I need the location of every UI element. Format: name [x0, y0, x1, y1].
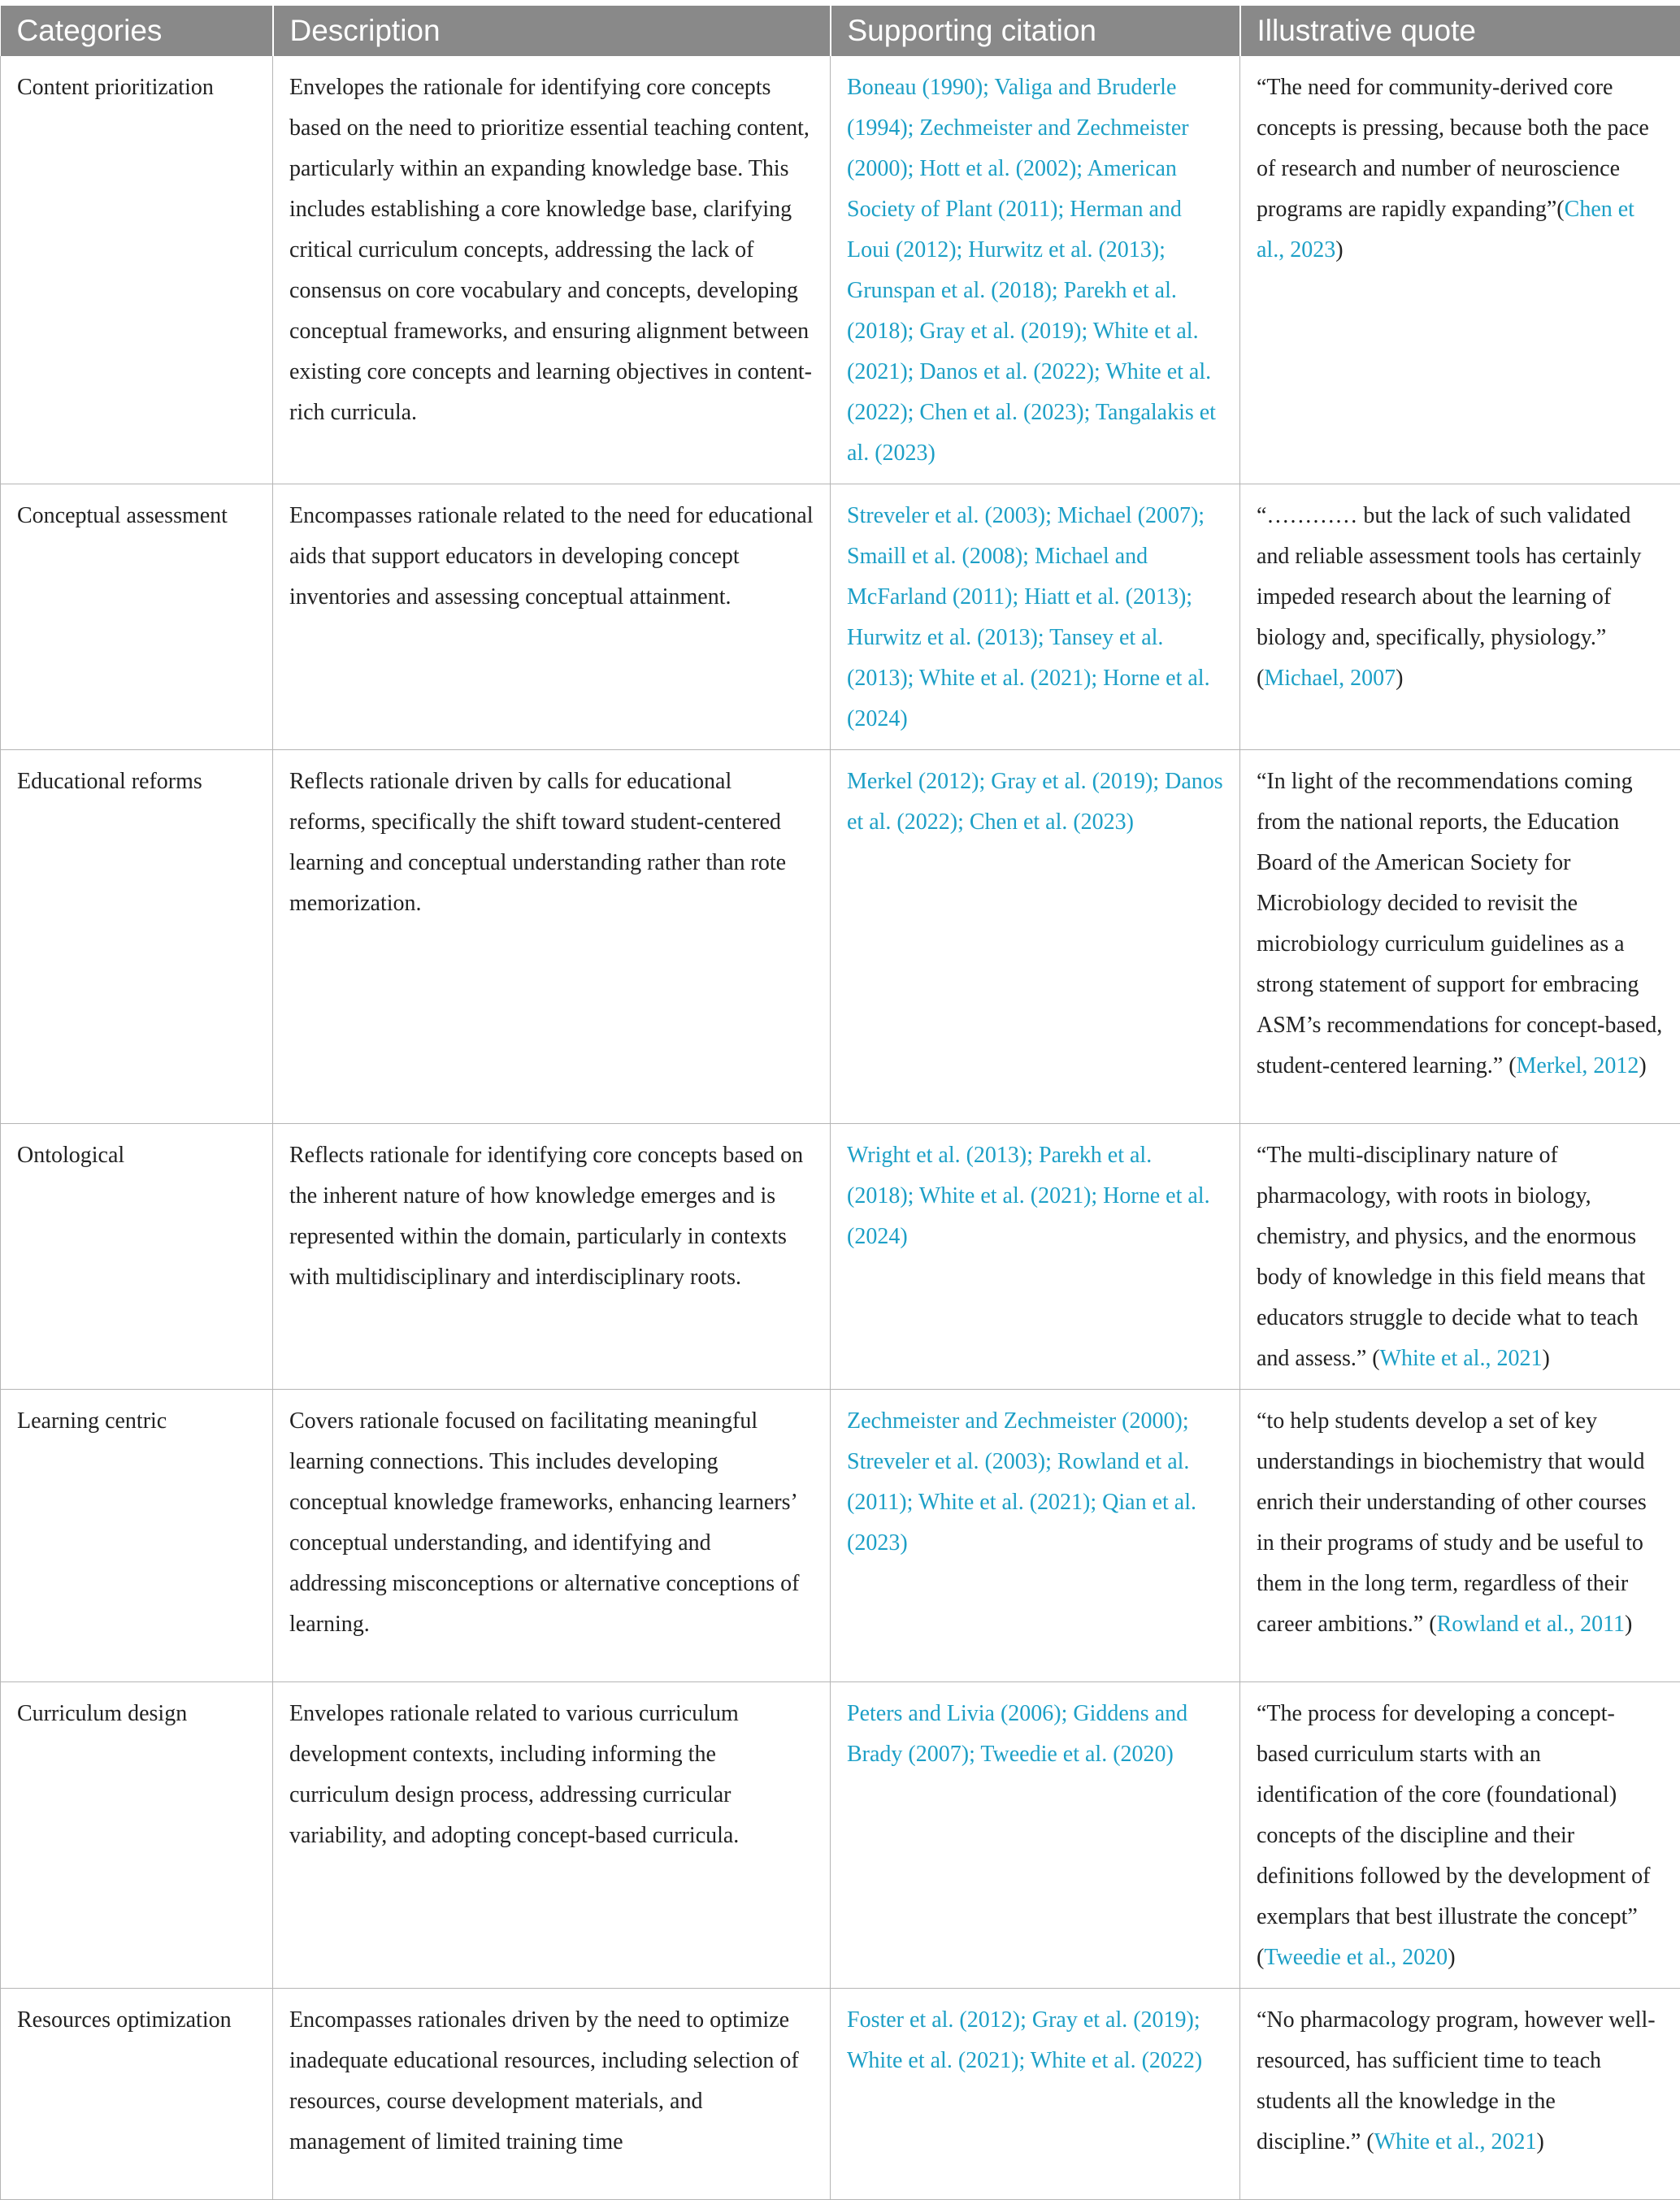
table-row: [1, 750, 1680, 1124]
quote-cell: [1240, 1390, 1680, 1682]
quote-text: “………… but the lack of such validated and reliable assessment tools has certainly impeded research about the learning of biology and, specifically, physiology.” (: [1257, 503, 1642, 691]
quote-text: “The multi-disciplinary nature of pharmacology, with roots in biology, chemistry, and physics, and the enormous body of knowledge in this field means that educators struggle to decide what to teach and assess.” (: [1257, 1143, 1645, 1371]
table-row: [1, 1390, 1680, 1682]
quote-reference-link[interactable]: Tweedie et al., 2020: [1264, 1945, 1448, 1970]
citation-cell[interactable]: Streveler et al. (2003); Michael (2007); Smaill et al. (2008); Michael and McFarland (2011); Hiatt et al. (2013); Hurwitz et al. (2013); Tansey et al. (2013); White et al. (2021); Horne et al. (2024): [831, 484, 1240, 750]
quote-close: ): [1335, 237, 1343, 263]
header-categories: Categories: [1, 6, 273, 56]
quote-close: ): [1625, 1612, 1632, 1637]
quote-cell: [1240, 750, 1680, 1124]
description-cell: Encompasses rationales driven by the need to optimize inadequate educational resources, including selection of resources, course development materials, and management of limited training time: [273, 1989, 831, 2200]
quote-text: “The process for developing a concept-based curriculum starts with an identification of the core (foundational) concepts of the discipline and their definitions followed by the development of exemplars that best illustrate the concept” (: [1257, 1701, 1650, 1970]
table-row: [1, 1682, 1680, 1989]
quote-cell: [1240, 1989, 1680, 2200]
description-cell: Reflects rationale for identifying core concepts based on the inherent nature of how knowledge emerges and is represented within the domain, particularly in contexts with multidisciplinary and interdisciplinary roots.: [273, 1124, 831, 1390]
category-cell: Conceptual assessment: [1, 484, 273, 750]
quote-reference-link[interactable]: Rowland et al., 2011: [1437, 1612, 1625, 1637]
category-cell: Learning centric: [1, 1390, 273, 1682]
description-cell: Encompasses rationale related to the need for educational aids that support educators in developing concept inventories and assessing conceptual attainment.: [273, 484, 831, 750]
citation-cell[interactable]: Boneau (1990); Valiga and Bruderle (1994); Zechmeister and Zechmeister (2000); Hott et al. (2002); American Society of Plant (2011); Herman and Loui (2012); Hurwitz et al. (2013); Grunspan et al. (2018); Parekh et al. (2018); Gray et al. (2019); White et al. (2021); Danos et al. (2022); White et al. (2022); Chen et al. (2023); Tangalakis et al. (2023): [831, 56, 1240, 484]
citation-cell[interactable]: Zechmeister and Zechmeister (2000); Streveler et al. (2003); Rowland et al. (2011); White et al. (2021); Qian et al. (2023): [831, 1390, 1240, 1682]
description-cell: Reflects rationale driven by calls for educational reforms, specifically the shift toward student-centered learning and conceptual understanding rather than rote memorization.: [273, 750, 831, 1124]
quote-cell: [1240, 1682, 1680, 1989]
category-cell: Content prioritization: [1, 56, 273, 484]
quote-text: “In light of the recommendations coming from the national reports, the Education Board of the American Society for Microbiology decided to revisit the microbiology curriculum guidelines as a strong statement of support for embracing ASM’s recommendations for concept-based, student-centered learning.” (: [1257, 769, 1662, 1078]
citation-cell[interactable]: Foster et al. (2012); Gray et al. (2019); White et al. (2021); White et al. (2022): [831, 1989, 1240, 2200]
citation-cell[interactable]: Wright et al. (2013); Parekh et al. (2018); White et al. (2021); Horne et al. (2024): [831, 1124, 1240, 1390]
citation-cell[interactable]: Peters and Livia (2006); Giddens and Brady (2007); Tweedie et al. (2020): [831, 1682, 1240, 1989]
header-illustrative-quote: Illustrative quote: [1240, 6, 1680, 56]
table-row: [1, 484, 1680, 750]
quote-reference-link[interactable]: White et al., 2021: [1374, 2129, 1537, 2154]
quote-text: “The need for community-derived core concepts is pressing, because both the pace of research and number of neuroscience programs are rapidly expanding”(: [1257, 75, 1649, 222]
category-cell: Educational reforms: [1, 750, 273, 1124]
category-cell: Resources optimization: [1, 1989, 273, 2200]
table-row: [1, 56, 1680, 484]
quote-close: ): [1639, 1053, 1646, 1078]
description-cell: Envelopes the rationale for identifying core concepts based on the need to prioritize essential teaching content, particularly within an expanding knowledge base. This includes establishing a core knowledge base, clarifying critical curriculum concepts, addressing the lack of consensus on core vocabulary and concepts, developing conceptual frameworks, and ensuring alignment between existing core concepts and learning objectives in content-rich curricula.: [273, 56, 831, 484]
description-cell: Covers rationale focused on facilitating meaningful learning connections. This includes developing conceptual knowledge frameworks, enhancing learners’ conceptual understanding, and identifying and addressing misconceptions or alternative conceptions of learning.: [273, 1390, 831, 1682]
header-supporting-citation: Supporting citation: [831, 6, 1240, 56]
quote-cell: [1240, 56, 1680, 484]
citation-cell[interactable]: Merkel (2012); Gray et al. (2019); Danos et al. (2022); Chen et al. (2023): [831, 750, 1240, 1124]
core-concepts-rationale-table: [0, 6, 1680, 2200]
quote-reference-link[interactable]: Merkel, 2012: [1517, 1053, 1639, 1078]
quote-reference-link[interactable]: Michael, 2007: [1264, 666, 1396, 691]
quote-reference-link[interactable]: Chen et al., 2023: [1257, 197, 1634, 263]
quote-close: ): [1542, 1346, 1549, 1371]
category-cell: Curriculum design: [1, 1682, 273, 1989]
table-row: [1, 1124, 1680, 1390]
quote-cell: [1240, 1124, 1680, 1390]
quote-close: ): [1448, 1945, 1455, 1970]
quote-text: “No pharmacology program, however well-resourced, has sufficient time to teach students all the knowledge in the discipline.” (: [1257, 2007, 1656, 2154]
table-row: [1, 1989, 1680, 2200]
quote-cell: [1240, 484, 1680, 750]
description-cell: Envelopes rationale related to various curriculum development contexts, including informing the curriculum design process, addressing curricular variability, and adopting concept-based curricula.: [273, 1682, 831, 1989]
table-header-row: [1, 6, 1680, 56]
quote-reference-link[interactable]: White et al., 2021: [1380, 1346, 1543, 1371]
quote-text: “to help students develop a set of key understandings in biochemistry that would enrich their understanding of other courses in their programs of study and be useful to them in the long term, regardless of their career ambitions.” (: [1257, 1408, 1647, 1637]
category-cell: Ontological: [1, 1124, 273, 1390]
header-description: Description: [273, 6, 831, 56]
quote-close: ): [1536, 2129, 1543, 2154]
quote-close: ): [1396, 666, 1403, 691]
